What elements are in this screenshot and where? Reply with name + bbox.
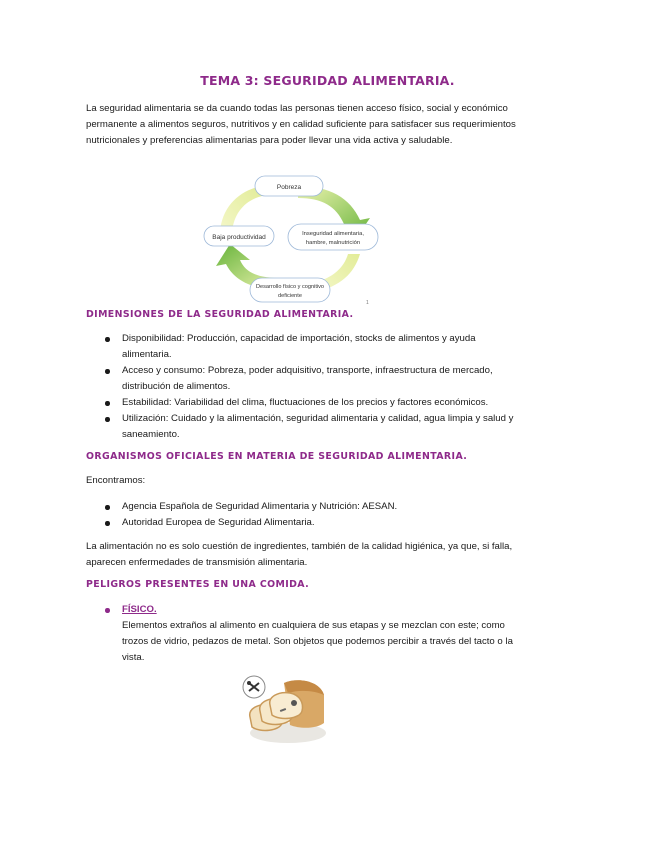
- organismos-lead: Encontramos:: [86, 475, 146, 486]
- food-insecurity-cycle-diagram: [200, 170, 380, 310]
- organismos-list: [86, 499, 516, 531]
- list-item: Disponibilidad: Producción, capacidad de importación, stocks de alimentos y ayuda alimentaria.: [86, 331, 516, 363]
- svg-text:Baja productividad: Baja productividad: [212, 234, 266, 241]
- list-item: Agencia Española de Seguridad Alimentaria y Nutrición: AESAN.: [86, 499, 516, 515]
- page-title: TEMA 3: SEGURIDAD ALIMENTARIA.: [200, 73, 455, 88]
- list-item: Acceso y consumo: Pobreza, poder adquisitivo, transporte, infraestructura de mercado, distribución de alimentos.: [86, 363, 516, 395]
- svg-text:Desarrollo físico y cognitivo: Desarrollo físico y cognitivo: [255, 284, 325, 290]
- fisico-description: Elementos extraños al alimento en cualquiera de sus etapas y se mezclan con este; como trozos de vidrio, pedazos de metal. Son objetos que podemos percibir a través del tacto o la vista.: [122, 620, 513, 663]
- sub-heading-fisico: FÍSICO.: [122, 604, 157, 615]
- diagram-footnote: 1: [366, 300, 369, 306]
- heading-dimensiones: DIMENSIONES DE LA SEGURIDAD ALIMENTARIA.: [86, 309, 354, 320]
- dimensiones-list: [86, 331, 516, 443]
- list-item: Estabilidad: Variabilidad del clima, fluctuaciones de los precios y factores económicos.: [86, 395, 516, 411]
- list-item: [86, 602, 516, 666]
- heading-organismos: ORGANISMOS OFICIALES EN MATERIA DE SEGURIDAD ALIMENTARIA.: [86, 451, 468, 462]
- list-item: Utilización: Cuidado y la alimentación, seguridad alimentaria y calidad, agua limpia y salud y saneamiento.: [86, 411, 516, 443]
- bread-with-foreign-objects-image: [240, 673, 328, 745]
- svg-text:deficiente: deficiente: [278, 293, 302, 299]
- peligros-list: [86, 602, 516, 666]
- heading-peligros: PELIGROS PRESENTES EN UNA COMIDA.: [86, 579, 310, 590]
- list-item: Autoridad Europea de Seguridad Alimentaria.: [86, 515, 516, 531]
- svg-text:Inseguridad alimentaria,: Inseguridad alimentaria,: [302, 231, 364, 237]
- svg-text:hambre, malnutrición: hambre, malnutrición: [305, 240, 361, 246]
- closing-paragraph: La alimentación no es solo cuestión de ingredientes, también de la calidad higiénica, ya que, si falla, aparecen enfermedades de transmisión alimentaria.: [86, 541, 513, 568]
- intro-paragraph: La seguridad alimentaria se da cuando todas las personas tienen acceso físico, social y económico permanente a alimentos seguros, nutritivos y en calidad suficiente para satisfacer sus requerimientos nutricionales y preferencias alimentarias para poder llevar una vida activa y saludable.: [86, 103, 516, 146]
- node-inseguridad: [288, 224, 378, 250]
- svg-text:Pobreza: Pobreza: [276, 184, 302, 191]
- arrow-top-left: [220, 186, 262, 232]
